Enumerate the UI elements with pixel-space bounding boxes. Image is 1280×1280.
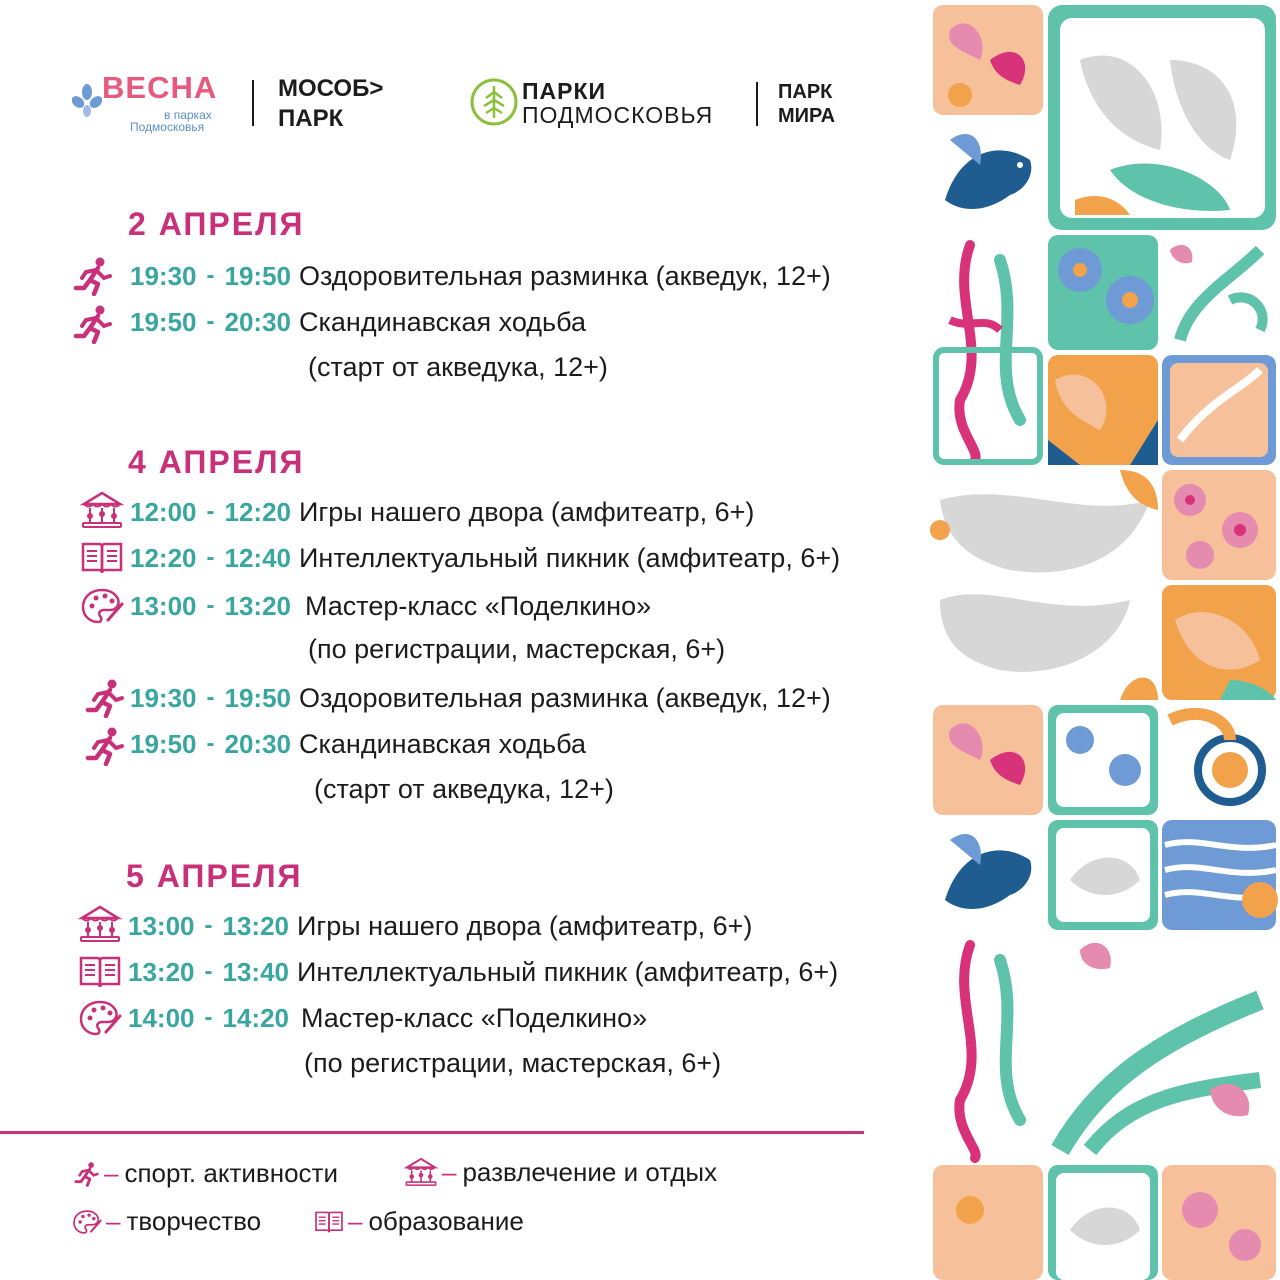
event-title: Игры нашего двора (амфитеатр, 6+) <box>297 910 753 941</box>
vesna-subtitle-2: Подмосковья <box>130 120 205 134</box>
book-icon <box>80 538 124 578</box>
tile-blue-waves <box>1162 820 1278 930</box>
end-time: 20:30 <box>224 306 291 337</box>
tile-coral-1 <box>933 235 1043 465</box>
end-time: 14:20 <box>222 1002 289 1033</box>
leaf-circle-icon <box>470 76 518 128</box>
park-mira-line-2: МИРА <box>778 105 836 127</box>
start-time: 19:50 <box>130 728 197 759</box>
event-details: (старт от акведука, 12+) <box>314 774 614 804</box>
parki-line-2: ПОДМОСКОВЬЯ <box>522 102 714 128</box>
tile-butterfly-1 <box>933 5 1043 115</box>
event-title: Мастер-класс «Поделкино» <box>301 1002 648 1033</box>
end-time: 19:50 <box>224 260 291 291</box>
book-icon <box>78 952 122 992</box>
tile-orange-ring <box>1162 705 1276 815</box>
parki-line-1: ПАРКИ <box>522 78 607 104</box>
carousel-icon <box>78 904 122 944</box>
park-mira-logo <box>778 80 835 128</box>
tile-bird-1 <box>933 120 1043 230</box>
sport-run-icon <box>70 304 114 344</box>
date-heading-2-april: 2 АПРЕЛЯ <box>128 206 305 242</box>
parki-podmoskovya-logo <box>470 76 740 130</box>
end-time: 12:40 <box>224 542 291 573</box>
sport-run-icon <box>72 1160 100 1188</box>
tile-big-grey <box>930 470 1158 700</box>
mosobpark-line-1: МОСОБ> <box>278 75 384 102</box>
tile-coral-2 <box>933 935 1043 1160</box>
end-time: 19:50 <box>224 682 291 713</box>
carousel-icon <box>80 490 124 530</box>
tile-tulips-1 <box>1162 235 1276 350</box>
event-details: (старт от акведука, 12+) <box>308 352 608 382</box>
park-mira-line-1: ПАРК <box>778 81 833 103</box>
tile-blue-flowers <box>1048 235 1158 350</box>
start-time: 12:20 <box>130 542 197 573</box>
tile-pastel-leaves <box>1162 355 1276 465</box>
event-title: Интеллектуальный пикник (амфитеатр, 6+) <box>297 956 839 987</box>
start-time: 14:00 <box>128 1002 195 1033</box>
schedule-row: 19:50 - 20:30 Скандинавская ходьба <box>130 728 586 759</box>
event-details: (по регистрации, мастерская, 6+) <box>304 1048 722 1078</box>
schedule-row: 19:50 - 20:30 Скандинавская ходьба <box>130 306 586 337</box>
legend-education: – образование <box>314 1206 524 1237</box>
legend-fun-label: развлечение и отдых <box>462 1156 718 1187</box>
schedule-row: 19:30 - 19:50 Оздоровительная разминка (акведук, 12+) <box>130 260 831 291</box>
event-title: Оздоровительная разминка (акведук, 12+) <box>299 682 831 713</box>
end-time: 13:20 <box>224 590 291 621</box>
tile-orange-swirl <box>1048 355 1158 465</box>
sport-run-icon <box>82 678 126 718</box>
legend-creative-label: творчество <box>126 1206 262 1236</box>
event-title: Скандинавская ходьба <box>299 306 586 337</box>
start-time: 19:30 <box>130 260 197 291</box>
schedule-row: 13:20 - 13:40 Интеллектуальный пикник (амфитеатр, 6+) <box>128 956 839 987</box>
event-title: Мастер-класс «Поделкино» <box>305 590 652 621</box>
event-details: (по регистрации, мастерская, 6+) <box>308 634 726 664</box>
legend-divider <box>0 1131 864 1134</box>
schedule-row: 12:20 - 12:40 Интеллектуальный пикник (амфитеатр, 6+) <box>130 542 841 573</box>
end-time: 20:30 <box>224 728 291 759</box>
schedule-row: 14:00 - 14:20 Мастер-класс «Поделкино» <box>128 1002 648 1033</box>
palette-icon <box>72 1208 102 1236</box>
tile-butterfly-2 <box>933 705 1043 815</box>
start-time: 13:00 <box>128 910 195 941</box>
date-heading-5-april: 5 АПРЕЛЯ <box>126 858 303 894</box>
tile-tulips-big <box>1048 935 1276 1160</box>
header-divider-2 <box>756 82 758 126</box>
tile-grey-flower <box>1048 820 1158 930</box>
tile-peach-bird <box>1162 585 1276 700</box>
start-time: 19:30 <box>130 682 197 713</box>
start-time: 13:00 <box>130 590 197 621</box>
carousel-icon <box>404 1156 438 1188</box>
tile-bird-2 <box>933 820 1043 930</box>
vesna-logo <box>72 70 242 134</box>
start-time: 12:00 <box>130 496 197 527</box>
event-title: Игры нашего двора (амфитеатр, 6+) <box>299 496 755 527</box>
schedule-row: 12:00 - 12:20 Игры нашего двора (амфитеатр, 6+) <box>130 496 755 527</box>
legend-sport-label: спорт. активности <box>124 1158 338 1188</box>
legend-fun: – развлечение и отдых <box>404 1156 717 1188</box>
end-time: 12:20 <box>224 496 291 527</box>
legend-creative: – творчество <box>72 1206 261 1237</box>
event-title: Интеллектуальный пикник (амфитеатр, 6+) <box>299 542 841 573</box>
schedule-row: 19:30 - 19:50 Оздоровительная разминка (акведук, 12+) <box>130 682 831 713</box>
schedule-row: 13:00 - 13:20 Мастер-класс «Поделкино» <box>130 590 652 621</box>
palette-icon <box>80 586 124 626</box>
vesna-subtitle-1: в парках <box>164 108 212 122</box>
tile-grey-bottom <box>1048 1165 1158 1280</box>
event-title: Скандинавская ходьба <box>299 728 586 759</box>
legend-education-label: образование <box>368 1206 524 1236</box>
schedule-row: 13:00 - 13:20 Игры нашего двора (амфитеатр, 6+) <box>128 910 753 941</box>
vesna-flower-icon <box>72 84 102 118</box>
tile-pink-flowers <box>1162 470 1276 580</box>
book-icon <box>314 1208 344 1236</box>
mosobpark-logo <box>278 74 383 134</box>
decorative-floral-mosaic <box>930 0 1280 1280</box>
header-divider <box>252 80 254 126</box>
event-title: Оздоровительная разминка (акведук, 12+) <box>299 260 831 291</box>
tile-leaves-grey <box>1048 5 1276 230</box>
end-time: 13:20 <box>222 910 289 941</box>
start-time: 19:50 <box>130 306 197 337</box>
tile-orange-bottom <box>933 1165 1043 1280</box>
tile-blue-bells <box>1048 705 1158 815</box>
sport-run-icon <box>70 256 114 296</box>
tile-pink-bottom <box>1162 1165 1276 1280</box>
start-time: 13:20 <box>128 956 195 987</box>
date-heading-4-april: 4 АПРЕЛЯ <box>128 444 305 480</box>
end-time: 13:40 <box>222 956 289 987</box>
mosobpark-line-2: ПАРК <box>278 105 344 132</box>
vesna-title: ВЕСНА <box>102 70 218 105</box>
sport-run-icon <box>82 726 126 766</box>
legend-sport: – спорт. активности <box>72 1158 338 1189</box>
palette-icon <box>78 998 122 1038</box>
